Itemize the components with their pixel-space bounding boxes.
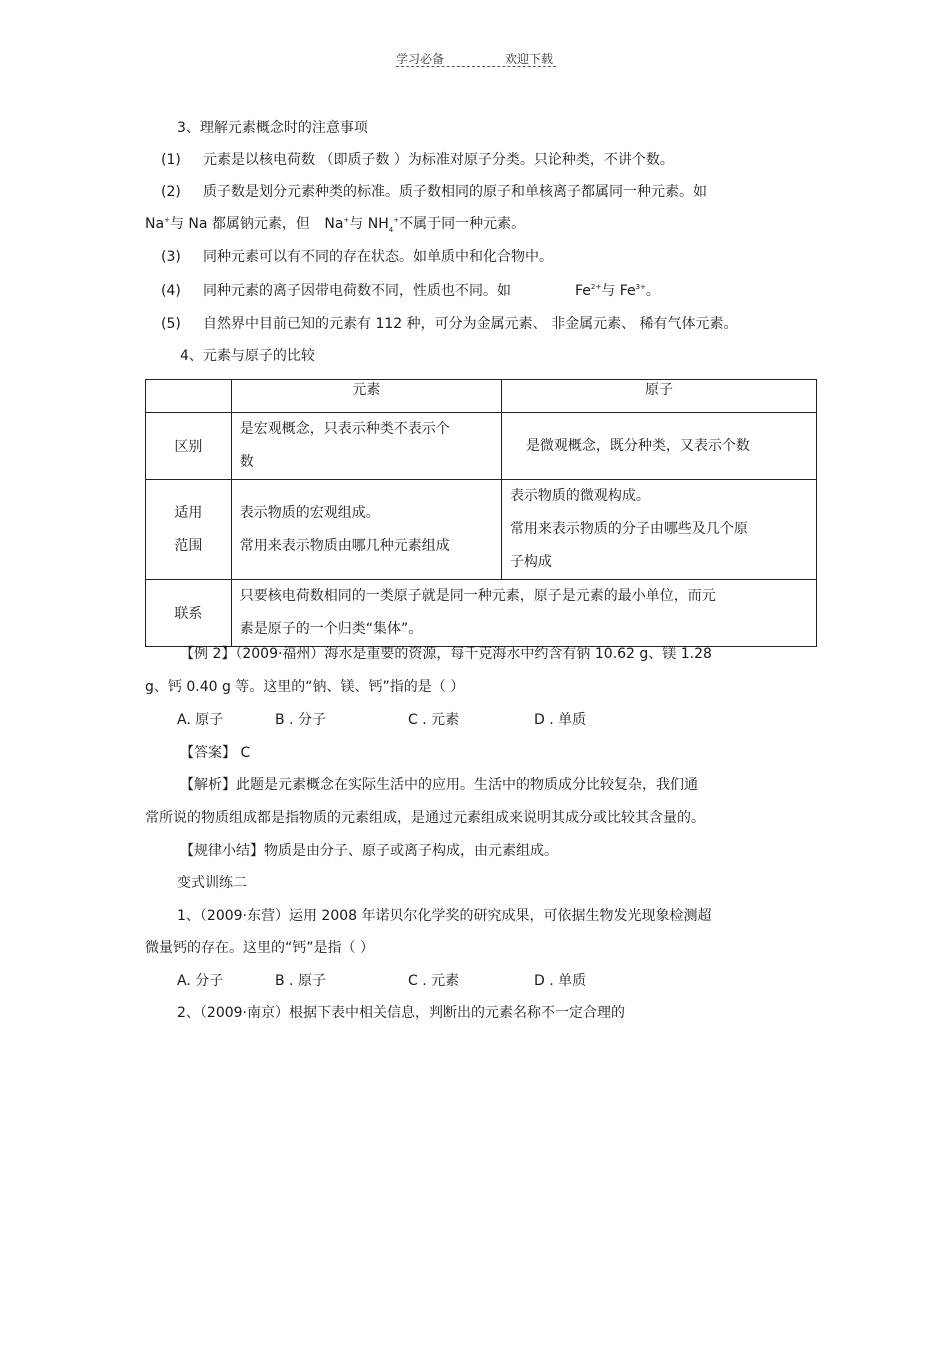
note-text: 质子数是划分元素种类的标准。质子数相同的原子和单核离子都属同一种元素。如 [203, 184, 707, 200]
table-header-cell: 原子 [501, 380, 816, 413]
practice-q1-line1: 1、（2009·东营）运用 2008 年诺贝尔化学奖的研究成果，可依据生物发光现象检测超 [177, 908, 712, 924]
note-item-3 [161, 248, 553, 266]
note-item-5 [161, 315, 738, 333]
note-item-2-continued: Na+与 Na 都属钠元素，但 Na+与 $NH_4^+$不属于同一种元素。 [145, 216, 526, 234]
note-item-2 [161, 183, 707, 201]
option-d: D . 单质 [534, 973, 587, 989]
header-right: 欢迎下载 [505, 52, 554, 66]
option-c: C . 元素 [408, 973, 460, 989]
comparison-table [145, 379, 817, 647]
note-item-4 [161, 282, 511, 300]
note-text: 元素是以核电荷数 （即质子数 ）为标准对原子分类。只论种类，不讲个数。 [203, 152, 674, 168]
note-number: (5) [161, 316, 181, 332]
note-text: 自然界中目前已知的元素有 112 种，可分为金属元素、 非金属元素、 稀有气体元素。 [203, 316, 738, 332]
option-b: B . 原子 [275, 973, 326, 989]
note-item-1 [161, 151, 674, 169]
header-divider [396, 66, 556, 67]
header-left: 学习必备 [396, 52, 445, 66]
practice-title: 变式训练二 [177, 875, 247, 891]
note-number: (4) [161, 283, 181, 299]
table-header-cell [146, 380, 232, 413]
table-row [146, 480, 817, 580]
practice-q1-line2: 微量钙的存在。这里的“钙”是指（ ） [145, 940, 374, 956]
option-b: B . 分子 [275, 712, 326, 728]
row-label: 区别 [146, 413, 232, 480]
section3-title: 3、理解元素概念时的注意事项 [177, 120, 368, 136]
note-number: (3) [161, 249, 181, 265]
note-text: 同种元素的离子因带电荷数不同，性质也不同。如 [203, 283, 511, 299]
table-header-cell: 元素 [231, 380, 501, 413]
table-header-row [146, 380, 817, 413]
option-a: A. 原子 [177, 712, 224, 728]
atom-cell: 是微观概念，既分种类，又表示个数 [501, 413, 816, 480]
note-number: (1) [161, 152, 181, 168]
example2-line2: g、钙 0.40 g 等。这里的“钠、镁、钙”指的是（ ） [145, 679, 465, 695]
table-row [146, 580, 817, 647]
element-cell: 是宏观概念，只表示种类不表示个 数 [231, 413, 501, 480]
fe-ions: $Fe^{2+}$与 $Fe^{3+}$。 [575, 283, 660, 299]
analysis-line1: 【解析】此题是元素概念在实际生活中的应用。生活中的物质成分比较复杂，我们通 [180, 777, 698, 793]
section4-title: 4、元素与原子的比较 [180, 348, 315, 364]
element-cell: 表示物质的宏观组成。 常用来表示物质由哪几种元素组成 [231, 480, 501, 580]
row-label: 联系 [146, 580, 232, 647]
note-text: 同种元素可以有不同的存在状态。如单质中和化合物中。 [203, 249, 553, 265]
example2-line1: 【例 2】（2009·福州）海水是重要的资源，每千克海水中约含有钠 10.62 g、镁 1.28 [180, 646, 712, 662]
practice-q1-options [177, 972, 586, 990]
table-row [146, 413, 817, 480]
analysis-line2: 常所说的物质组成都是指物质的元素组成，是通过元素组成来说明其成分或比较其含量的。 [145, 810, 705, 826]
atom-cell: 表示物质的微观构成。 常用来表示物质的分子由哪些及几个原 子构成 [501, 480, 816, 580]
merged-cell: 只要核电荷数相同的一类原子就是同一种元素，原子是元素的最小单位，而元 素是原子的一个归类“集体”。 [231, 580, 816, 647]
note-number: (2) [161, 184, 181, 200]
option-d: D . 单质 [534, 712, 587, 728]
row-label: 适用 范围 [146, 480, 232, 580]
rule-summary: 【规律小结】物质是由分子、原子或离子构成，由元素组成。 [180, 843, 558, 859]
option-a: A. 分子 [177, 973, 224, 989]
practice-q2: 2、（2009·南京）根据下表中相关信息，判断出的元素名称不一定合理的 [177, 1005, 625, 1021]
option-c: C . 元素 [408, 712, 460, 728]
answer: 【答案】 C [180, 745, 251, 761]
example2-options [177, 711, 586, 729]
